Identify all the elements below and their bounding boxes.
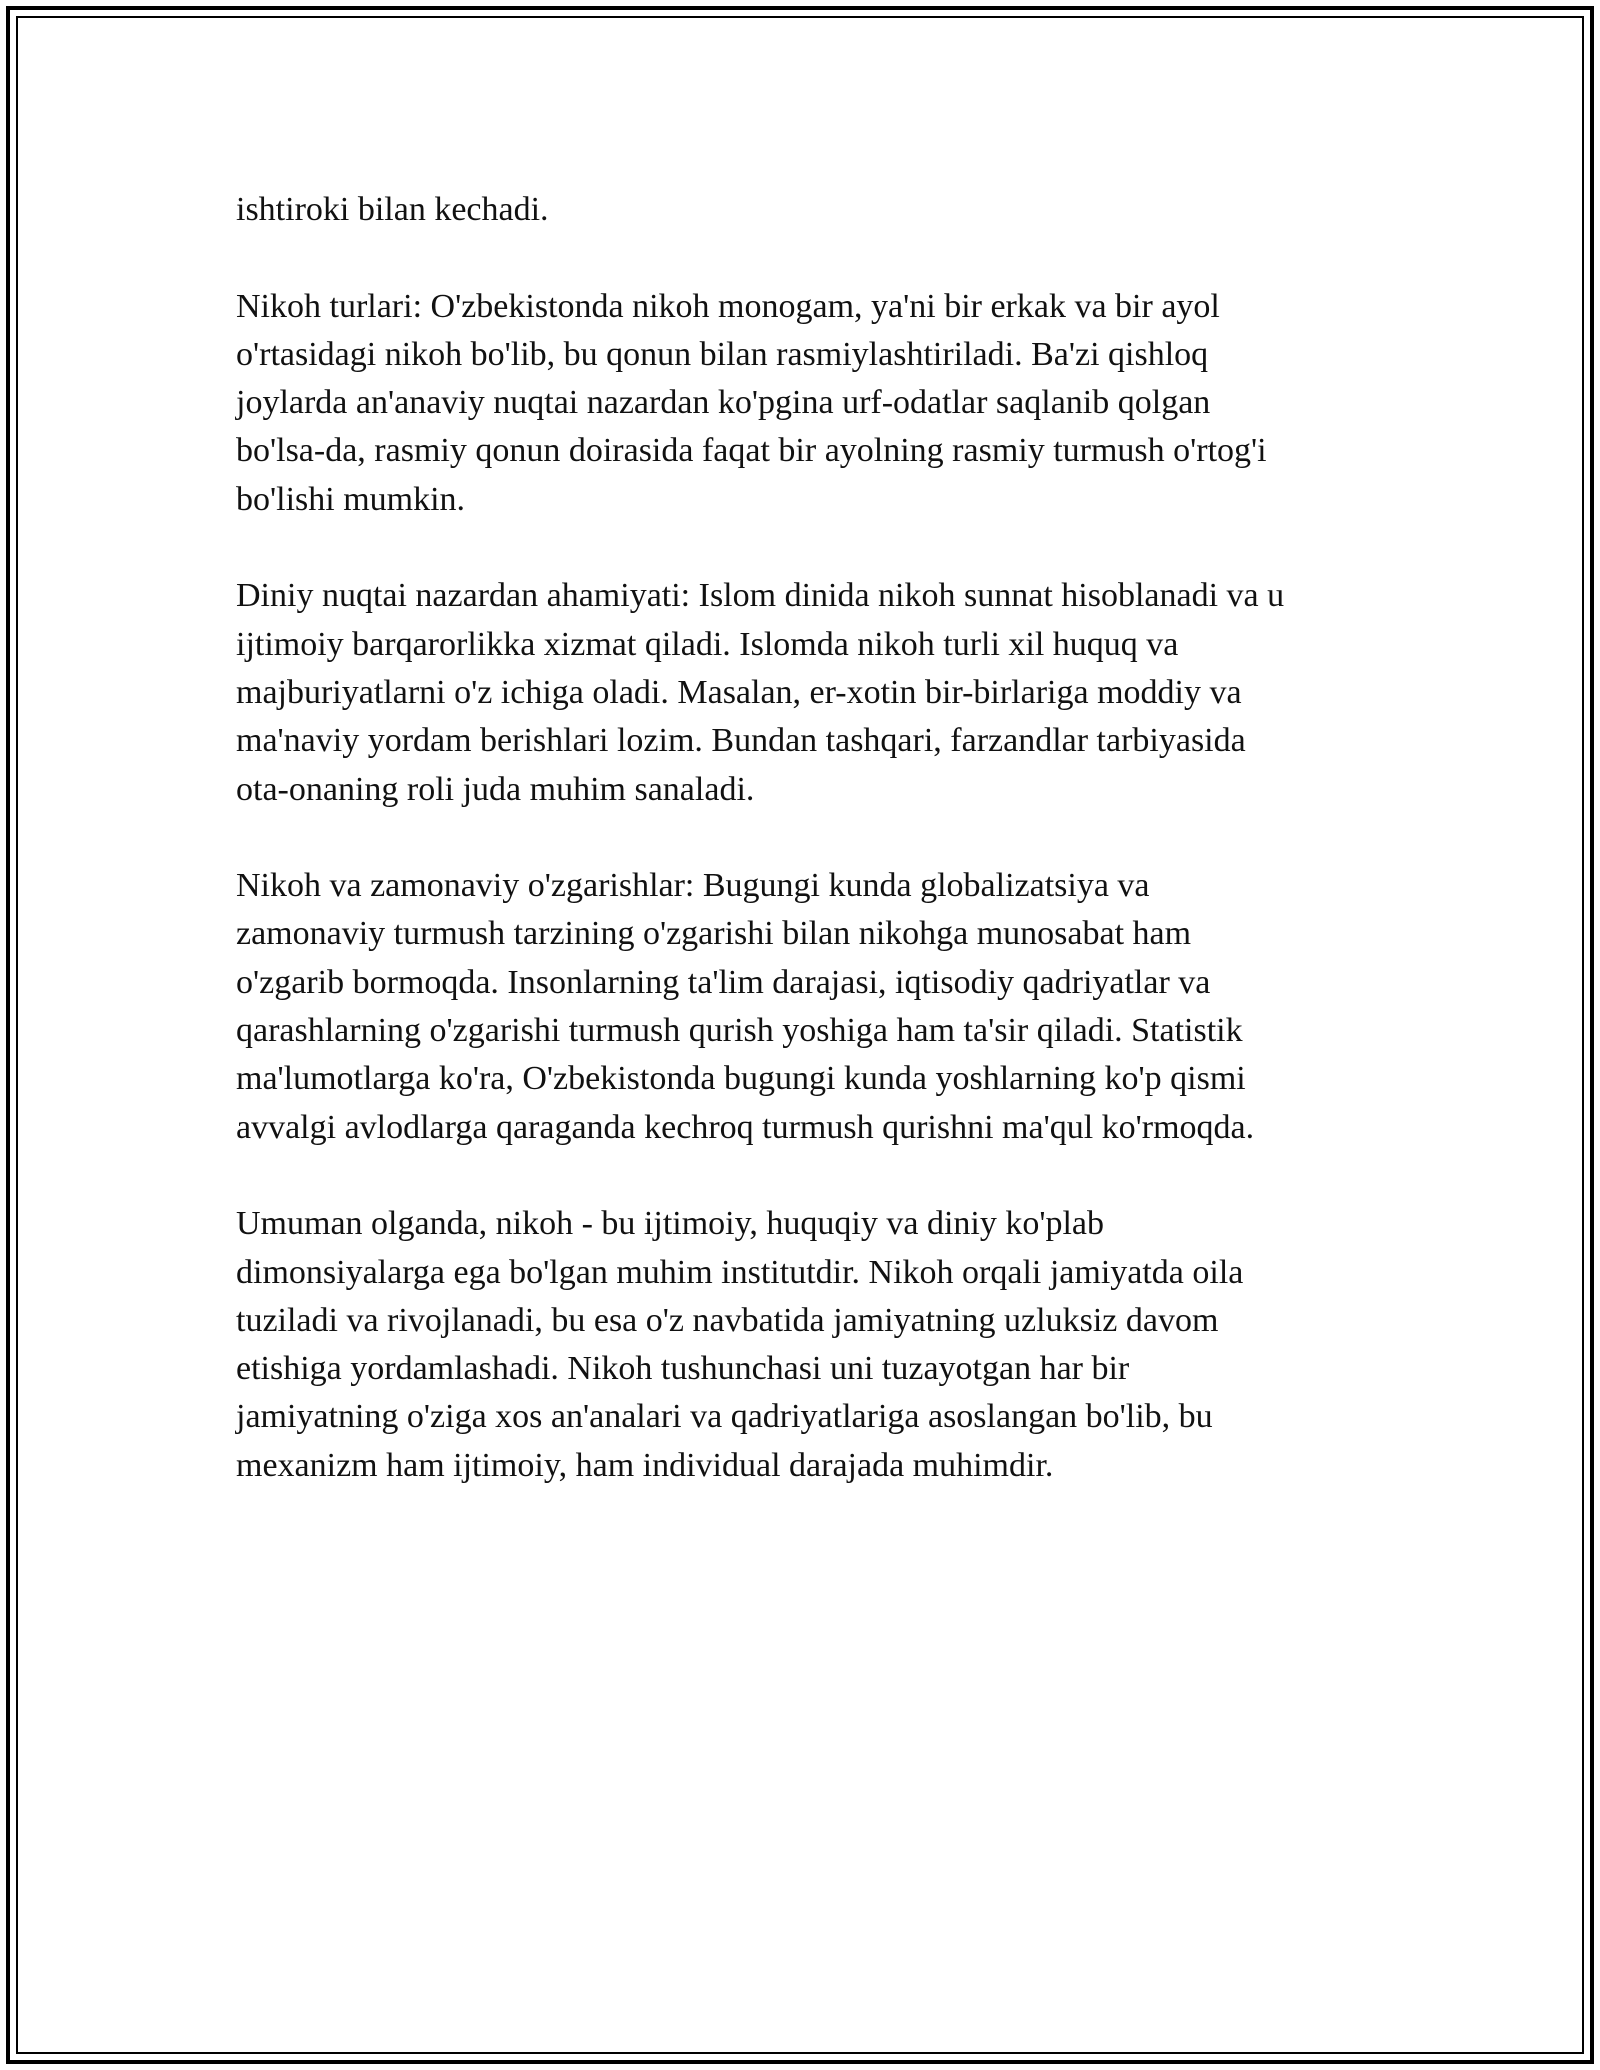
text-line: Umuman olganda, nikoh - bu ijtimoiy, huquqiy va diniy ko'plab	[236, 1205, 1104, 1243]
text-line: o'zgarib bormoqda. Insonlarning ta'lim darajasi, iqtisodiy qadriyatlar va	[236, 963, 1211, 1001]
paragraph-continuation	[236, 186, 1396, 234]
text-line: mexanizm ham ijtimoiy, ham individual darajada muhimdir.	[236, 1446, 1054, 1484]
text-line: Nikoh turlari: O'zbekistonda nikoh monogam, ya'ni bir erkak va bir ayol	[236, 287, 1220, 325]
text-line: jamiyatning o'ziga xos an'analari va qadriyatlariga asoslangan bo'lib, bu	[236, 1398, 1213, 1436]
text-line: majburiyatlarni o'z ichiga oladi. Masalan, er-xotin bir-birlariga moddiy va	[236, 673, 1242, 711]
text-line: ma'lumotlarga ko'ra, O'zbekistonda bugungi kunda yoshlarning ko'p qismi	[236, 1060, 1246, 1098]
text-line: bo'lishi mumkin.	[236, 480, 466, 518]
text-line: o'rtasidagi nikoh bo'lib, bu qonun bilan rasmiylashtiriladi. Ba'zi qishloq	[236, 335, 1209, 373]
paragraph-nikoh-turlari	[236, 283, 1396, 524]
text-line: zamonaviy turmush tarzining o'zgarishi bilan nikohga munosabat ham	[236, 915, 1192, 953]
paragraph-diniy-ahamiyati	[236, 572, 1396, 813]
text-line: etishiga yordamlashadi. Nikoh tushunchasi uni tuzayotgan har bir	[236, 1350, 1130, 1388]
text-line: ijtimoiy barqarorlikka xizmat qiladi. Islomda nikoh turli xil huquq va	[236, 625, 1179, 663]
paragraph-xulosa	[236, 1200, 1396, 1490]
text-line: qarashlarning o'zgarishi turmush qurish yoshiga ham ta'sir qiladi. Statistik	[236, 1012, 1243, 1050]
paragraph-zamonaviy-ozgarishlar	[236, 862, 1396, 1152]
text-line: Diniy nuqtai nazardan ahamiyati: Islom dinida nikoh sunnat hisoblanadi va u	[236, 577, 1285, 615]
text-line: ma'naviy yordam berishlari lozim. Bundan tashqari, farzandlar tarbiyasida	[236, 722, 1246, 760]
text-line: dimonsiyalarga ega bo'lgan muhim institutdir. Nikoh orqali jamiyatda oila	[236, 1253, 1244, 1291]
text-line: ishtiroki bilan kechadi.	[236, 191, 549, 228]
document-body	[236, 186, 1396, 1538]
text-line: avvalgi avlodlarga qaraganda kechroq turmush qurishni ma'qul ko'rmoqda.	[236, 1108, 1255, 1146]
text-line: Nikoh va zamonaviy o'zgarishlar: Bugungi kunda globalizatsiya va	[236, 867, 1150, 905]
text-line: ota-onaning roli juda muhim sanaladi.	[236, 770, 755, 808]
text-line: bo'lsa-da, rasmiy qonun doirasida faqat bir ayolning rasmiy turmush o'rtog'i	[236, 432, 1267, 470]
text-line: joylarda an'anaviy nuqtai nazardan ko'pgina urf-odatlar saqlanib qolgan	[236, 384, 1211, 422]
text-line: tuziladi va rivojlanadi, bu esa o'z navbatida jamiyatning uzluksiz davom	[236, 1301, 1219, 1339]
